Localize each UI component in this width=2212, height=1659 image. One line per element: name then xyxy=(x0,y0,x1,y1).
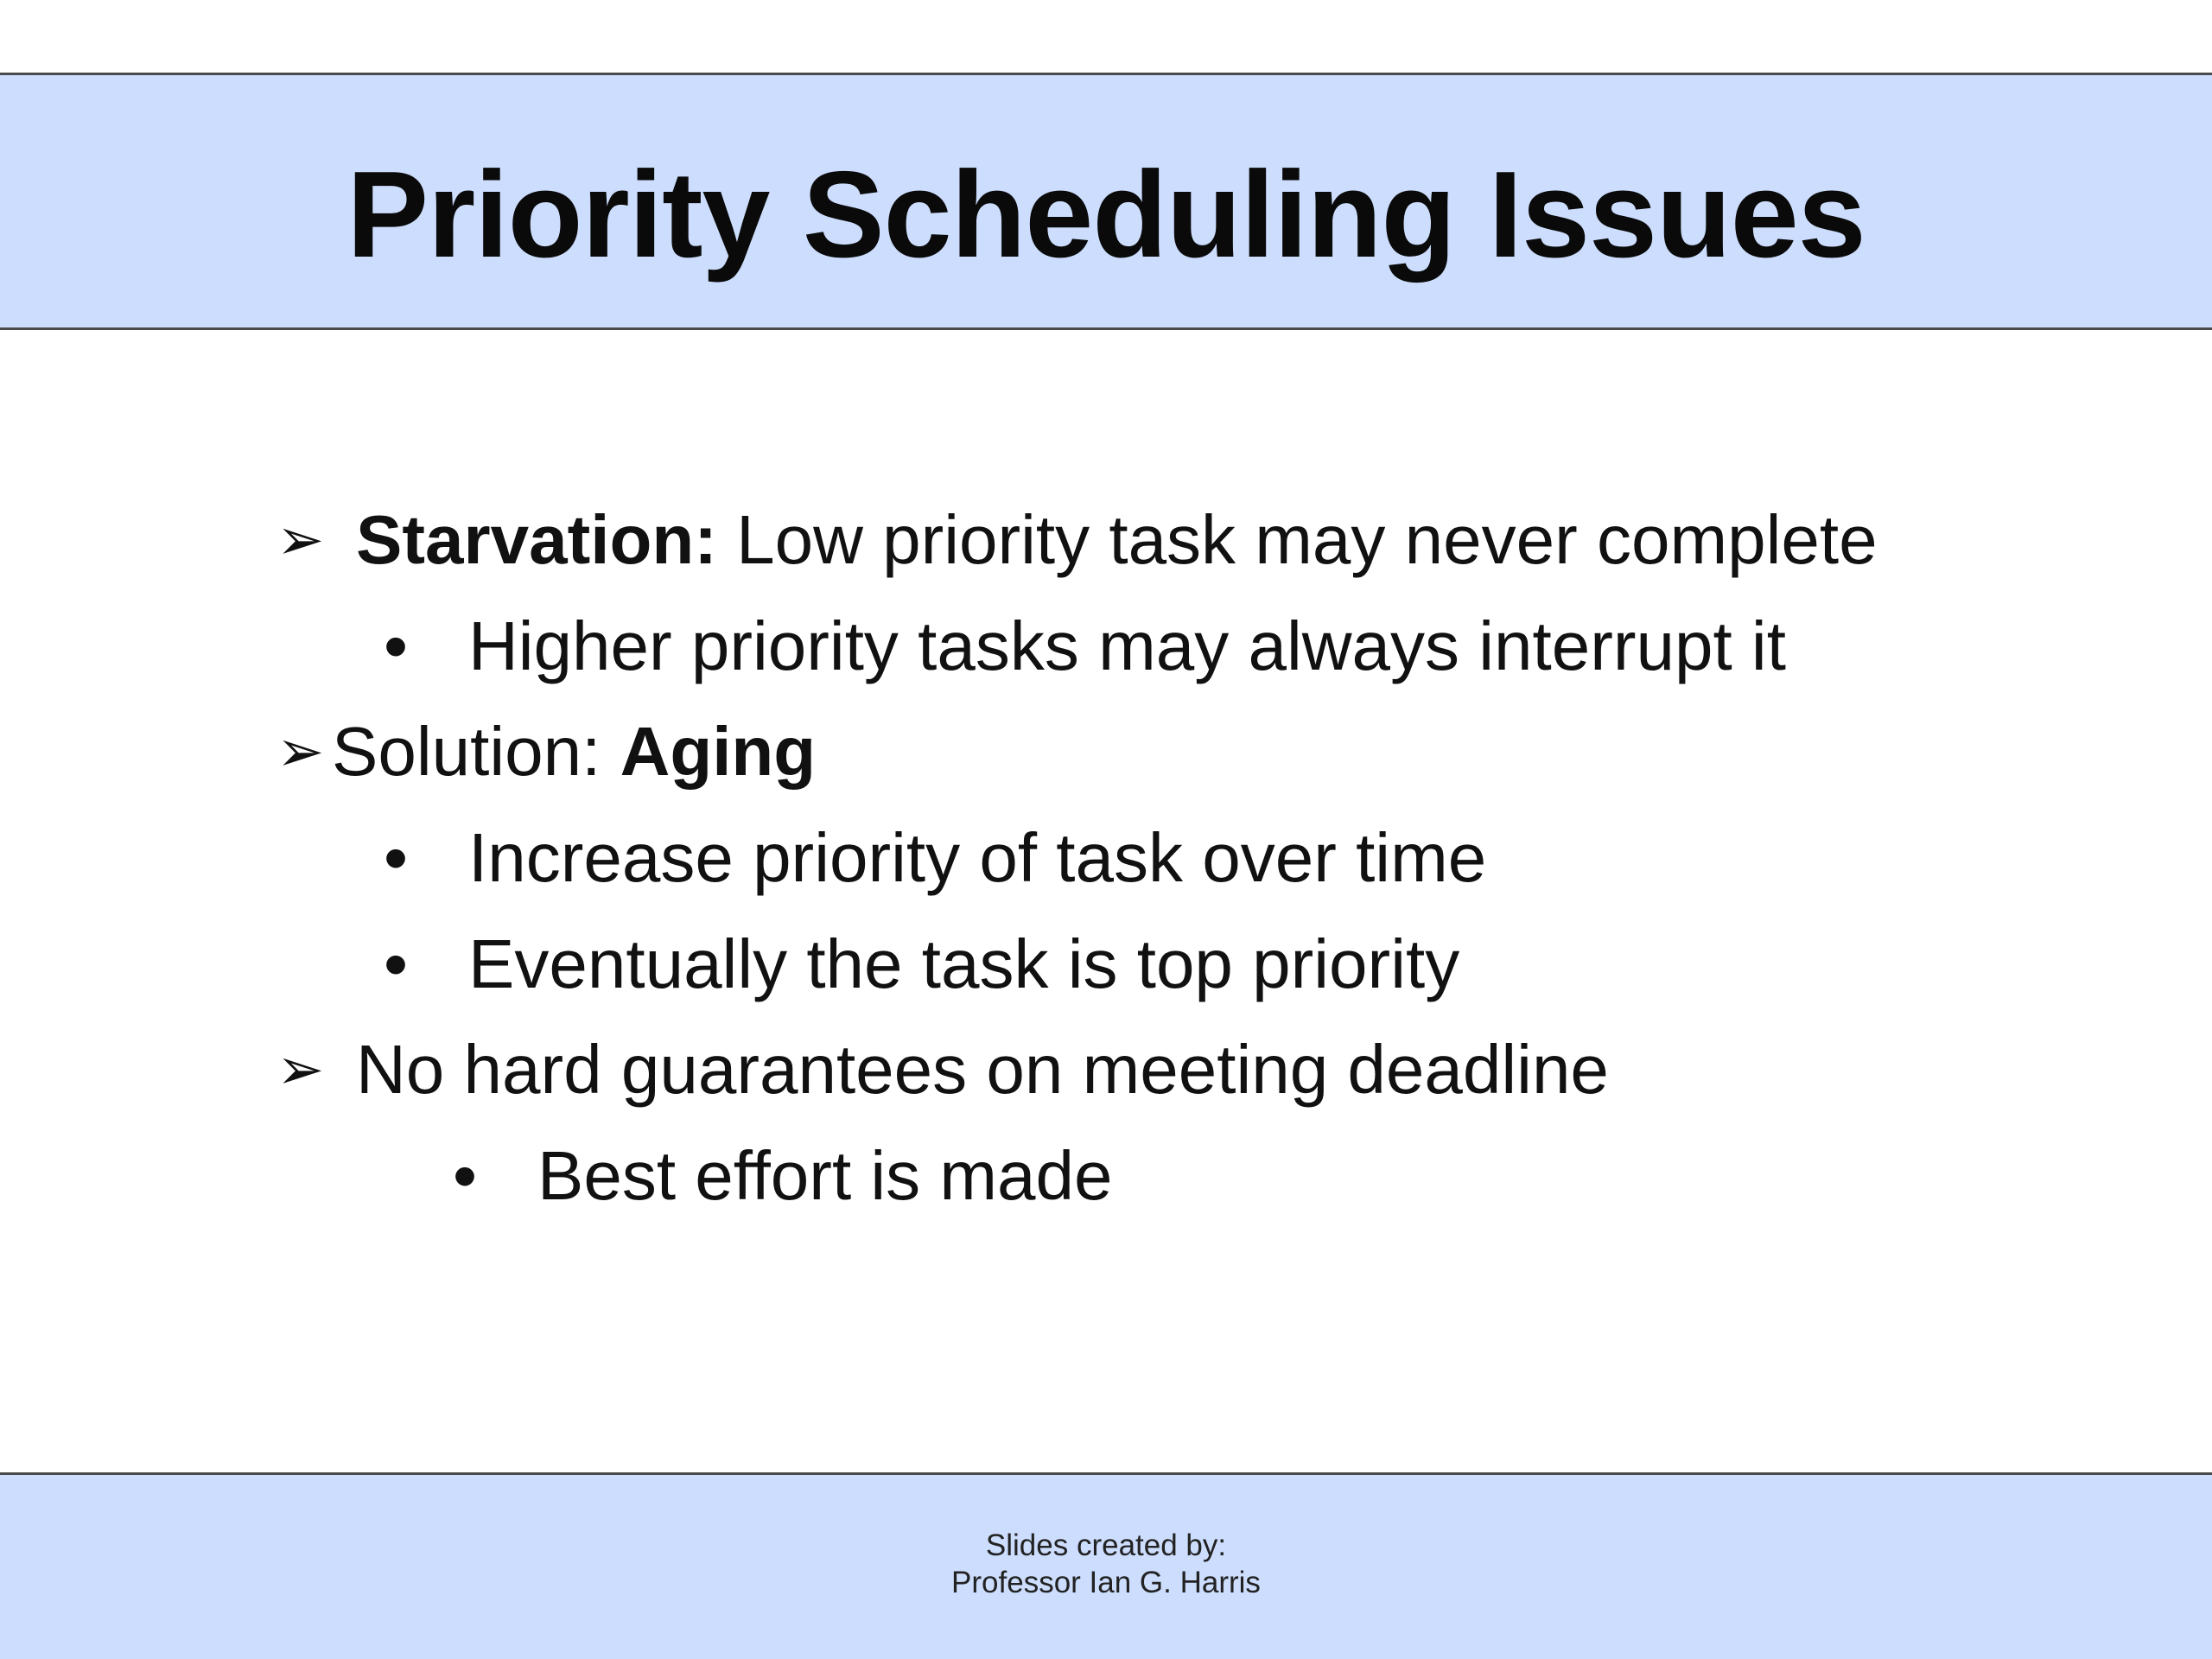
bullet-text: Best effort is made xyxy=(537,1137,1113,1214)
bullet-guarantees xyxy=(276,1027,1832,1113)
dot-bullet-icon: • xyxy=(384,925,409,1002)
subbullet-eventually xyxy=(384,921,1766,1007)
arrow-bullet-icon: ➢ xyxy=(276,506,325,573)
slide-title: Priority Scheduling Issues xyxy=(346,146,1866,283)
subbullet-interrupt xyxy=(384,603,1939,690)
bullet-label: Starvation: xyxy=(356,501,717,578)
bullet-starvation xyxy=(276,497,2005,583)
subbullet-increase xyxy=(384,815,1766,901)
footer-line-2: Professor Ian G. Harris xyxy=(951,1566,1261,1599)
bullet-solution xyxy=(276,709,1659,795)
arrow-bullet-icon: ➢ xyxy=(276,718,325,785)
bullet-text: Increase priority of task over time xyxy=(468,819,1487,896)
subbullet-best-effort xyxy=(453,1133,1662,1219)
dot-bullet-icon: • xyxy=(384,607,409,684)
bullet-text: Low priority task may never complete xyxy=(716,501,1878,578)
bullet-text: Eventually the task is top priority xyxy=(468,925,1460,1002)
bullet-text: Solution: xyxy=(332,713,620,790)
dot-bullet-icon: • xyxy=(453,1137,478,1214)
footer-credits xyxy=(0,1527,2212,1601)
bullet-label: Aging xyxy=(620,713,817,790)
bullet-text: No hard guarantees on meeting deadline xyxy=(356,1031,1609,1108)
arrow-bullet-icon: ➢ xyxy=(276,1036,325,1103)
dot-bullet-icon: • xyxy=(384,819,409,896)
footer-band xyxy=(0,1472,2212,1659)
footer-line-1: Slides created by: xyxy=(985,1529,1227,1562)
bullet-text: Higher priority tasks may always interrupt it xyxy=(468,607,1786,684)
